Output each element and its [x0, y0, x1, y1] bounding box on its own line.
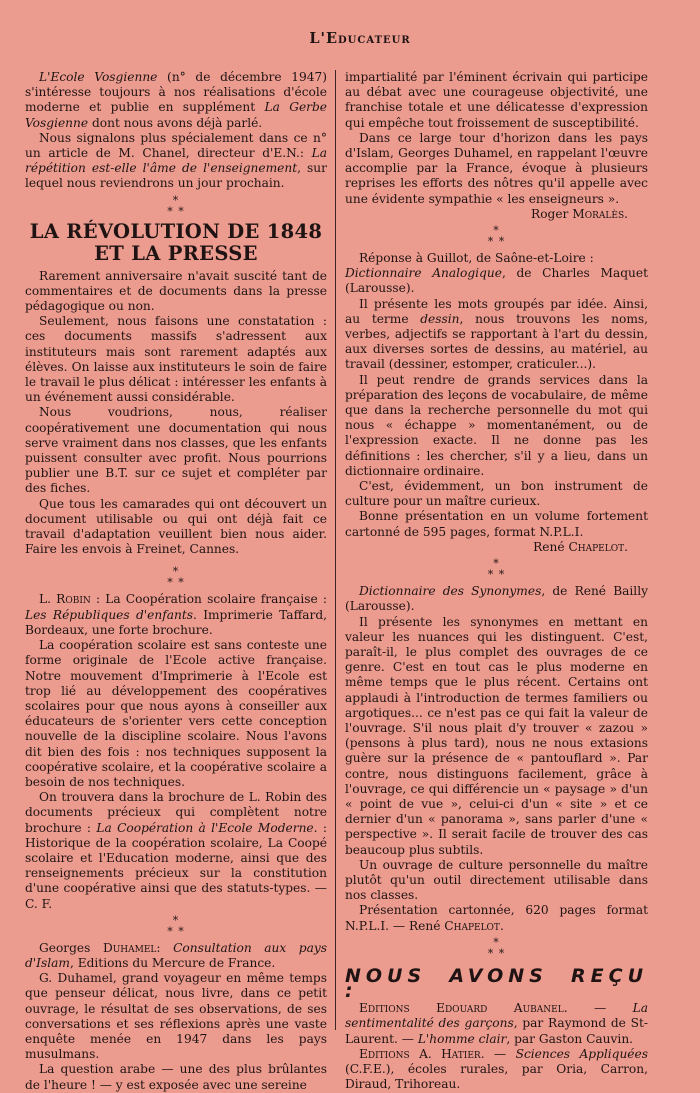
text: . — [480, 1046, 516, 1061]
text: . [499, 918, 504, 933]
paragraph: La question arabe — une des plus brûlantes de l'heure ! — y est exposée avec une sereine [25, 1062, 327, 1092]
paragraph: Bonne présentation en un volume fortement cartonné de 595 pages, format N.P.L.I. [345, 509, 648, 539]
title-italic: La sentimentalité des garçons [345, 1001, 648, 1031]
paragraph: Que tous les camarades qui ont découvert un document utilisable ou qui ont déjà fait ce travail d'adaptation veuillent bien nous aider. Faire les envois à Freinet, Cannes. [25, 496, 327, 557]
article-headline [25, 221, 327, 265]
text: dont nous avons déjà parlé. [88, 115, 263, 130]
headline-line: ET LA PRESSE [94, 241, 258, 265]
left-column [25, 70, 327, 1093]
text: , de René Bailly (Larousse). [345, 584, 648, 614]
title-italic: Les Républiques d'enfants [25, 607, 193, 622]
paragraph: Réponse à Guillot, de Saône-et-Loire : [359, 251, 594, 266]
paragraph [345, 266, 648, 296]
paragraph: G. Duhamel, grand voyageur en même temps que penseur délicat, nous livre, dans ce petit ouvrage, le résultat de ses observations, de ses conversations et ses réflexions après une vaste enquête menée en 1947 dans les pays musulmans. [25, 971, 327, 1062]
asterism: * * * [167, 193, 185, 218]
text: (C.F.E.), écoles rurales, par Oria, Carron, Diraud, Trihoreau. [345, 1061, 648, 1092]
author: Chapelot [444, 918, 500, 933]
asterism: * * * [487, 557, 506, 582]
text: . Imprimerie Taffard, Bordeaux, une forte brochure. [25, 607, 327, 637]
text: . — [563, 1001, 633, 1016]
text: Georges [39, 940, 103, 955]
author: L. Robin [39, 592, 91, 607]
section-title: NOUS AVONS REÇU : [345, 964, 648, 1002]
text: On trouvera dans la brochure de L. Robin des documents précieux qui complètent notre brochure : [25, 790, 327, 835]
title-italic: La répétition est-elle l'âme de l'enseignement [25, 146, 327, 176]
text: , Editions du Mercure de France. [69, 955, 276, 970]
paragraph [345, 584, 648, 614]
text: (n° de décembre 1947) s'intéresse toujours à nos réalisations d'école moderne et publie en supplément [25, 70, 327, 115]
publisher: Editions Edouard Aubanel [359, 1001, 564, 1016]
signature: Roger Moralès. [531, 206, 628, 221]
term-italic: dessin [420, 311, 460, 326]
paragraph: impartialité par l'éminent écrivain qui participe au débat avec une courageuse objectivité, une franchise totale et une délicatesse d'expression qui empêche tout froissement de susceptibilité. [345, 70, 648, 130]
text: . : Historique de la coopération scolaire, La Coopé scolaire et l'Education moderne, ainsi que des renseignements précieux sur la constitution d'une coopérative ainsi que des statuts-types. — C. F. [25, 820, 327, 911]
asterism: * * * [167, 913, 185, 938]
title-italic: Dictionnaire des Synonymes [359, 584, 542, 599]
publisher: Editions A. Hatier [359, 1046, 481, 1061]
right-column [345, 70, 648, 1092]
text: Présentation cartonnée, 620 pages format N.P.L.I. — René [345, 903, 648, 933]
text: : La Coopération scolaire française : [90, 592, 327, 607]
header-title: L'Educateur [309, 30, 411, 47]
paragraph: Dans ce large tour d'horizon dans les pays d'Islam, Georges Duhamel, en rappelant l'œuvre accomplie par la France, évoque à plusieurs reprises les efforts des nôtres qu'il appelle avec une évidente sympathie « les enseigneurs ». [345, 130, 648, 206]
paragraph [25, 70, 327, 131]
text: , par Raymond de St-Laurent. — [345, 1016, 648, 1046]
title-italic: Consultation aux pays d'Islam [25, 940, 328, 970]
paragraph [345, 1001, 648, 1047]
paragraph [345, 297, 648, 373]
paragraph: Nous voudrions, nous, réaliser coopérativement une documentation qui nous serve vraiment dans nos classes, que les enfants puissent consulter avec profit. Nous pourrions publier une B.T. sur ce sujet et compléter par des fiches. [25, 405, 327, 496]
column-divider [335, 70, 336, 1030]
title-italic: L'homme clair [417, 1031, 507, 1046]
paragraph [25, 131, 327, 192]
paragraph [345, 903, 648, 933]
running-header [0, 30, 700, 47]
paragraph: La coopération scolaire est sans conteste une forme originale de l'Ecole active française. Notre mouvement d'Imprimerie à l'Ecole est trop lié au développement des coopératives scolaires pour que nous ayons à conseiller aux éducateurs de s'orienter vers cette conception nouvelle de la discipline scolaire. Nous l'avons dit bien des fois : nos techniques supposent la coopérative scolaire, et la coopérative scolaire a besoin de nos techniques. [25, 638, 327, 789]
title-italic: La Gerbe Vosgienne [25, 100, 327, 130]
asterism: * * * [487, 224, 506, 249]
paragraph: Un ouvrage de culture personnelle du maître plutôt qu'un outil directement utilisable dans nos classes. [345, 857, 648, 903]
paragraph [25, 790, 327, 912]
title-italic: Dictionnaire Analogique [345, 266, 502, 281]
paragraph: Seulement, nous faisons une constatation : ces documents massifs s'adressent aux instituteurs mais sont rarement adaptés aux élèves. On laisse aux instituteurs le soin de faire le travail le plus délicat : intéresser les enfants à un événement aussi considérable. [25, 314, 327, 405]
asterism: * * * [487, 935, 506, 960]
text: Il présente les mots groupés par idée. Ainsi, au terme [345, 296, 648, 326]
text: , par Gaston Cauvin. [506, 1031, 634, 1046]
headline-line: LA RÉVOLUTION DE 1848 [29, 219, 323, 243]
paragraph [345, 1047, 648, 1093]
title-italic: L'Ecole Vosgienne [39, 70, 158, 84]
text: , de Charles Maquet (Larousse). [345, 266, 648, 296]
signature: René Chapelot. [533, 539, 628, 554]
title-italic: La Coopération à l'Ecole Moderne [96, 820, 314, 835]
paragraph: C'est, évidemment, un bon instrument de culture pour un maître curieux. [345, 479, 648, 509]
text: , nous trouvons les noms, verbes, adjectifs se rapportant à l'art du dessin, aux diverses sortes de dessins, au matériel, au travail (dessiner, estomper, craticuler...). [345, 311, 648, 372]
text: , sur lequel nous reviendrons un jour prochain. [25, 161, 327, 191]
paragraph: Il présente les synonymes en mettant en valeur les nuances qui les distinguent. C'est, paraît-il, le plus complet des ouvrages de ce genre. C'est en tout cas le plus moderne en même temps que le plus récent. Certains ont applaudi à l'introduction de termes familiers ou argotiques... ce n'est pas ce qui fait la valeur de l'ouvrage. S'il nous plait d'y trouver « zazou » (pensons à plus tard), nous ne nous extasions guère sur la présence de « pantouflard ». Par contre, nous distinguons facilement, grâce à l'ouvrage, ce qui différencie un « paysage » d'un « point de vue », celui-ci d'un « site » et ce dernier d'un « panorama », sans parler d'une « perspective ». Il serait facile de trouver des cas beaucoup plus subtils. [345, 614, 648, 857]
text: : [156, 940, 174, 955]
title-italic: Sciences Appliquées [515, 1046, 648, 1061]
paragraph [25, 592, 327, 638]
paragraph: Rarement anniversaire n'avait suscité tant de commentaires et de documents dans la presse pédagogique ou non. [25, 268, 327, 314]
paragraph: Il peut rendre de grands services dans la préparation des leçons de vocabulaire, de même que dans la recherche personnelle du mot qui nous « échappe » momentanément, ou de l'expression exacte. Il ne donne pas les définitions : les chercher, s'il y a lieu, dans un dictionnaire ordinaire. [345, 372, 648, 478]
paragraph [25, 941, 327, 971]
text: Nous signalons plus spécialement dans ce n° un article de M. Chanel, directeur d'E.N.: [25, 130, 327, 161]
author: Duhamel [102, 940, 157, 955]
asterism: * * * [167, 565, 185, 590]
